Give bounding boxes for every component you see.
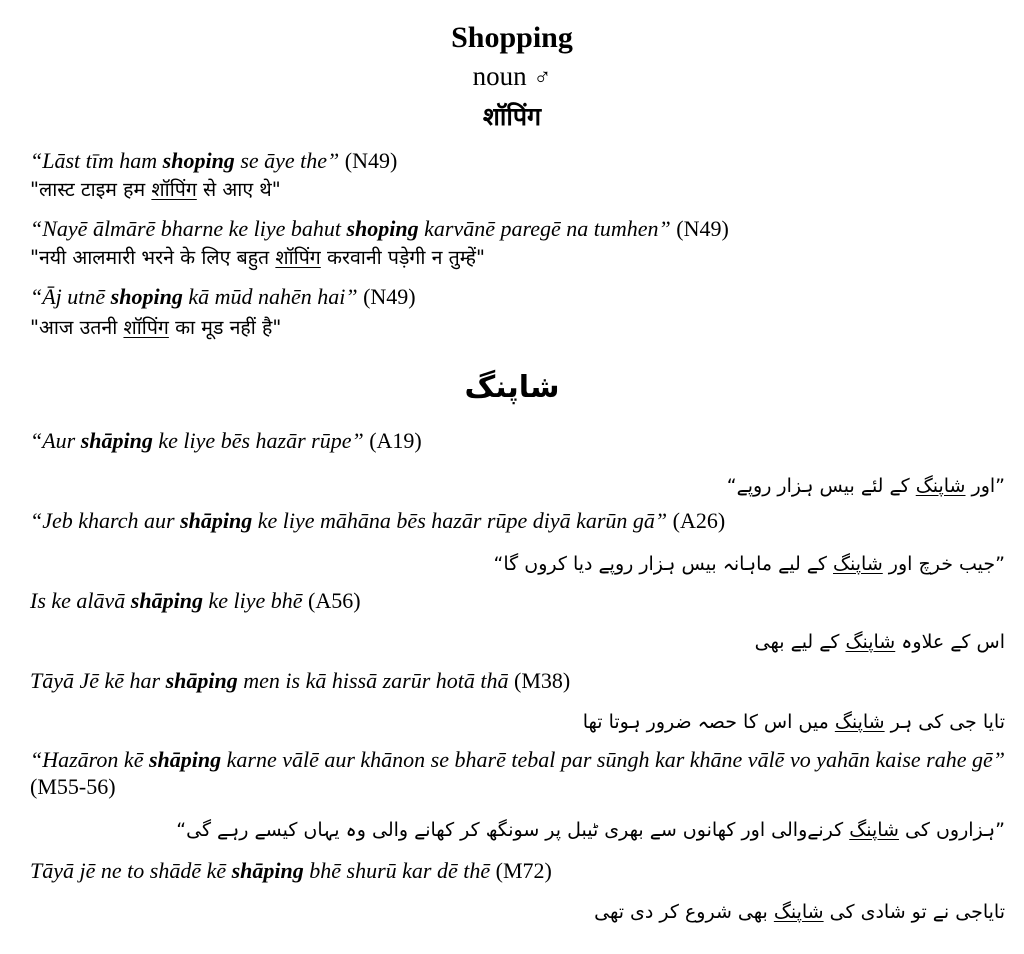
keyword-underline: شاپنگ <box>834 711 885 733</box>
urdu-example-6-text: تایاجی نے تو شادی کی شاپنگ بھی شروع کر دی تھی <box>594 901 1005 923</box>
urdu-example-6-transliteration: Tāyā jē ne to shādē kē shāping bhē shurū kar dē thē (M72) <box>30 858 552 883</box>
keyword-underline: शॉपिंग <box>151 178 197 201</box>
urdu-example-1-text: ”اور شاپنگ کے لئے بیس ہزار روپے“ <box>726 475 1005 497</box>
keyword-underline: शॉपिंग <box>275 246 321 269</box>
hindi-example-3-transliteration: “Āj utnē shoping kā mūd nahēn hai” (N49) <box>30 284 416 309</box>
keyword-underline: شاپنگ <box>845 631 896 653</box>
masculine-gender-icon: ♂ <box>533 65 552 91</box>
hindi-example-3-text: "आज उतनी शॉपिंग का मूड नहीं है" <box>30 316 282 339</box>
keyword-underline: شاپنگ <box>915 475 966 497</box>
part-of-speech <box>0 60 1024 94</box>
urdu-headword: شاپنگ <box>464 370 560 405</box>
hindi-example-1-transliteration: “Lāst tīm ham shoping se āye the” (N49) <box>30 148 398 173</box>
urdu-example-1-transliteration: “Aur shāping ke liye bēs hazār rūpe” (A19) <box>30 428 422 453</box>
urdu-example-3-text: اس کے علاوہ شاپنگ کے لیے بھی <box>754 631 1005 653</box>
urdu-example-5-text: ”ہزاروں کی شاپنگ کرنےوالی اور کھانوں سے بھری ٹیبل پر سونگھ کر کھانے والی وہ یہاں کیسے رہے گی“ <box>176 819 1005 841</box>
pos-label: noun <box>472 61 527 91</box>
hindi-headword: शॉपिंग <box>482 102 542 131</box>
keyword-underline: شاپنگ <box>849 819 899 841</box>
keyword-underline: شاپنگ <box>773 901 824 923</box>
keyword-underline: شاپنگ <box>833 553 883 575</box>
urdu-example-4-transliteration: Tāyā Jē kē har shāping men is kā hissā zarūr hotā thā (M38) <box>30 668 571 693</box>
urdu-example-2-transliteration: “Jeb kharch aur shāping ke liye māhāna bēs hazār rūpe diyā karūn gā” (A26) <box>30 508 726 533</box>
urdu-example-4-text: تایا جی کی ہر شاپنگ میں اس کا حصہ ضرور ہوتا تھا <box>582 711 1005 733</box>
hindi-example-2-text: "नयी आलमारी भरने के लिए बहुत शॉपिंग करवानी पड़ेगी न तुम्हें" <box>30 246 485 269</box>
headword: Shopping <box>451 21 573 54</box>
urdu-example-5-transliteration: “Hazāron kē shāping karne vālē aur khānon se bharē tebal par sūngh kar khāne vālē vo yahān kaise rahe gē” (M55-56) <box>30 747 1006 799</box>
keyword-underline: शॉपिंग <box>123 316 169 339</box>
hindi-example-2-transliteration: “Nayē ālmārē bharne ke liye bahut shoping karvānē paregē na tumhen” (N49) <box>30 216 729 241</box>
urdu-example-2-text: ”جیب خرچ اور شاپنگ کے لیے ماہانہ بیس ہزار روپے دیا کروں گا“ <box>493 553 1005 575</box>
urdu-example-3-transliteration: Is ke alāvā shāping ke liye bhē (A56) <box>30 588 361 613</box>
hindi-example-1-text: "लास्ट टाइम हम शॉपिंग से आए थे" <box>30 178 281 201</box>
